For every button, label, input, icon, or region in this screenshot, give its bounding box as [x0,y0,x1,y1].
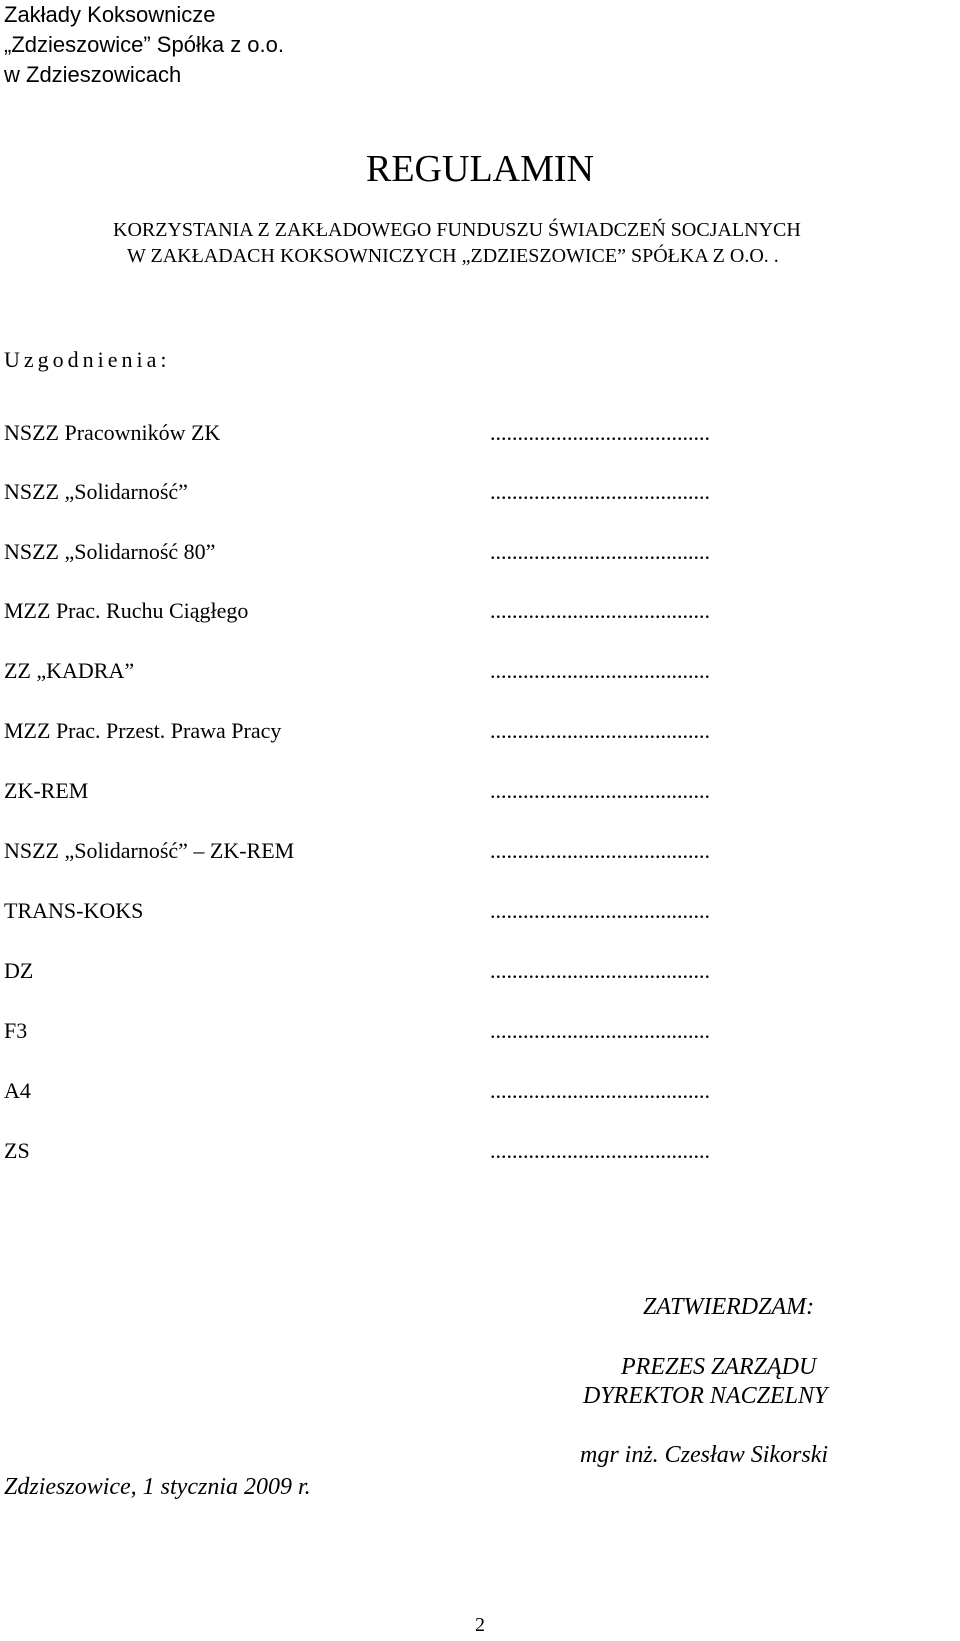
page-number: 2 [475,1614,485,1636]
company-line-3: w Zdzieszowicach [4,62,182,87]
place-date [4,1472,311,1502]
signature-line: ........................................ [490,598,710,623]
union-name: NSZZ Pracowników ZK [4,420,221,445]
signature-line: ........................................ [490,420,710,445]
union-name: F3 [4,1018,28,1043]
signer-name-text: mgr inż. Czesław Sikorski [580,1442,829,1468]
approval-role-1-text: PREZES ZARZĄDU [621,1354,817,1380]
signature-line: ........................................ [490,898,710,923]
signature-line: ........................................ [490,539,710,564]
signature-line: ........................................ [490,1018,710,1043]
union-name: DZ [4,958,34,983]
union-name: ZZ „KADRA” [4,658,135,683]
signature-line: ........................................ [490,778,710,803]
signature-line: ........................................ [490,958,710,983]
union-name: ZS [4,1138,30,1163]
signature-line: ........................................ [490,1078,710,1103]
union-name: MZZ Prac. Przest. Prawa Pracy [4,718,282,743]
approval-label: ZATWIERDZAM: [643,1294,815,1320]
signature-line: ........................................ [490,718,710,743]
signature-line: ........................................ [490,838,710,863]
document-title: REGULAMIN [366,148,594,190]
signature-line: ........................................ [490,1138,710,1163]
union-name: MZZ Prac. Ruchu Ciągłego [4,598,249,623]
subtitle-line-1: KORZYSTANIA Z ZAKŁADOWEGO FUNDUSZU ŚWIADCZEŃ SOCJALNYCH [113,219,801,241]
union-name: NSZZ „Solidarność 80” [4,539,216,564]
place-date-text: Zdzieszowice, 1 stycznia 2009 r. [4,1474,311,1500]
agreements-heading: Uzgodnienia: [4,347,171,372]
approval-role-2 [583,1381,827,1411]
signature-line: ........................................ [490,479,710,504]
approval-role-2-text: DYREKTOR NACZELNY [583,1383,828,1409]
company-name [4,0,284,90]
company-line-2: „Zdzieszowice” Spółka z o.o. [4,32,284,57]
union-name: NSZZ „Solidarność” [4,479,188,504]
signature-line: ........................................ [490,658,710,683]
company-line-1: Zakłady Koksownicze [4,2,216,27]
approval-role-1 [621,1352,816,1382]
union-name: A4 [4,1078,31,1103]
union-name: NSZZ „Solidarność” – ZK-REM [4,838,295,863]
subtitle-line-2: W ZAKŁADACH KOKSOWNICZYCH „ZDZIESZOWICE” SPÓŁKA Z O.O. . [127,245,779,267]
union-name: ZK-REM [4,778,89,803]
union-name: TRANS-KOKS [4,898,144,923]
signer-name [580,1440,828,1470]
